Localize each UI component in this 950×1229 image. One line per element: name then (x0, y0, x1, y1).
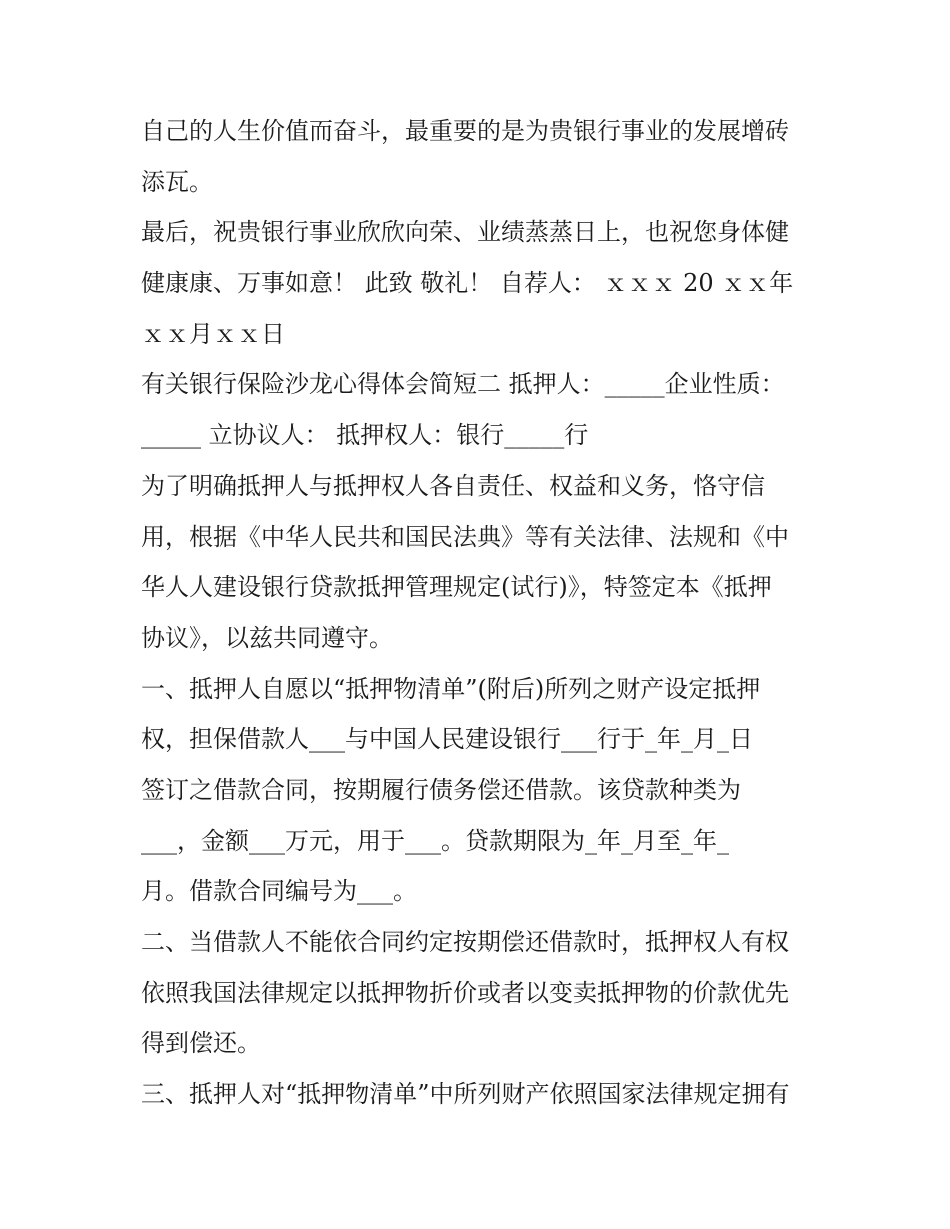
text-line-13: 权，担保借款人___与中国人民建设银行___行于_年_月_日 (141, 725, 753, 754)
text-line-3: 最后，祝贵银行事业欣欣向荣、业绩蒸蒸日上，也祝您身体健 (141, 218, 789, 247)
text-line-18: 依照我国法律规定以抵押物折价或者以变卖抵押物的价款优先 (141, 978, 789, 1007)
text-line-12: 一、抵押人自愿以“抵押物清单”(附后)所列之财产设定抵押 (141, 674, 761, 703)
text-line-17: 二、当借款人不能依合同约定按期偿还借款时，抵押权人有权 (141, 928, 789, 956)
text-line-4: 健康康、万事如意！ 此致 敬礼！ 自荐人： ｘｘｘ 20 ｘｘ年 (141, 269, 794, 298)
text-line-9: 用，根据《中华人民共和国民法典》等有关法律、法规和《中 (141, 522, 789, 551)
text-line-5: ｘｘ月ｘｘ日 (141, 319, 285, 348)
text-line-10: 华人人建设银行贷款抵押管理规定(试行)》，特签定本《抵押 (141, 573, 772, 602)
text-line-6: 有关银行保险沙龙心得体会简短二 抵押人：_____企业性质： (141, 370, 785, 399)
text-line-15: ___，金额___万元，用于___。贷款期限为_年_月至_年_ (141, 826, 729, 855)
document-body (141, 106, 821, 1120)
text-line-8: 为了明确抵押人与抵押权人各自责任、权益和义务，恪守信 (141, 471, 765, 500)
text-line-16: 月。借款合同编号为___。 (141, 877, 417, 906)
text-line-14: 签订之借款合同，按期履行债务偿还借款。该贷款种类为 (141, 775, 741, 804)
text-line-19: 得到偿还。 (141, 1029, 261, 1058)
text-line-11: 协议》，以兹共同遵守。 (141, 623, 393, 652)
text-line-1: 自己的人生价值而奋斗，最重要的是为贵银行事业的发展增砖 (141, 117, 789, 145)
text-line-2: 添瓦。 (141, 167, 213, 196)
text-line-20: 三、抵押人对“抵押物清单”中所列财产依照国家法律规定拥有 (141, 1080, 790, 1109)
text-line-7: _____ 立协议人： 抵押权人：银行_____行 (141, 421, 589, 450)
